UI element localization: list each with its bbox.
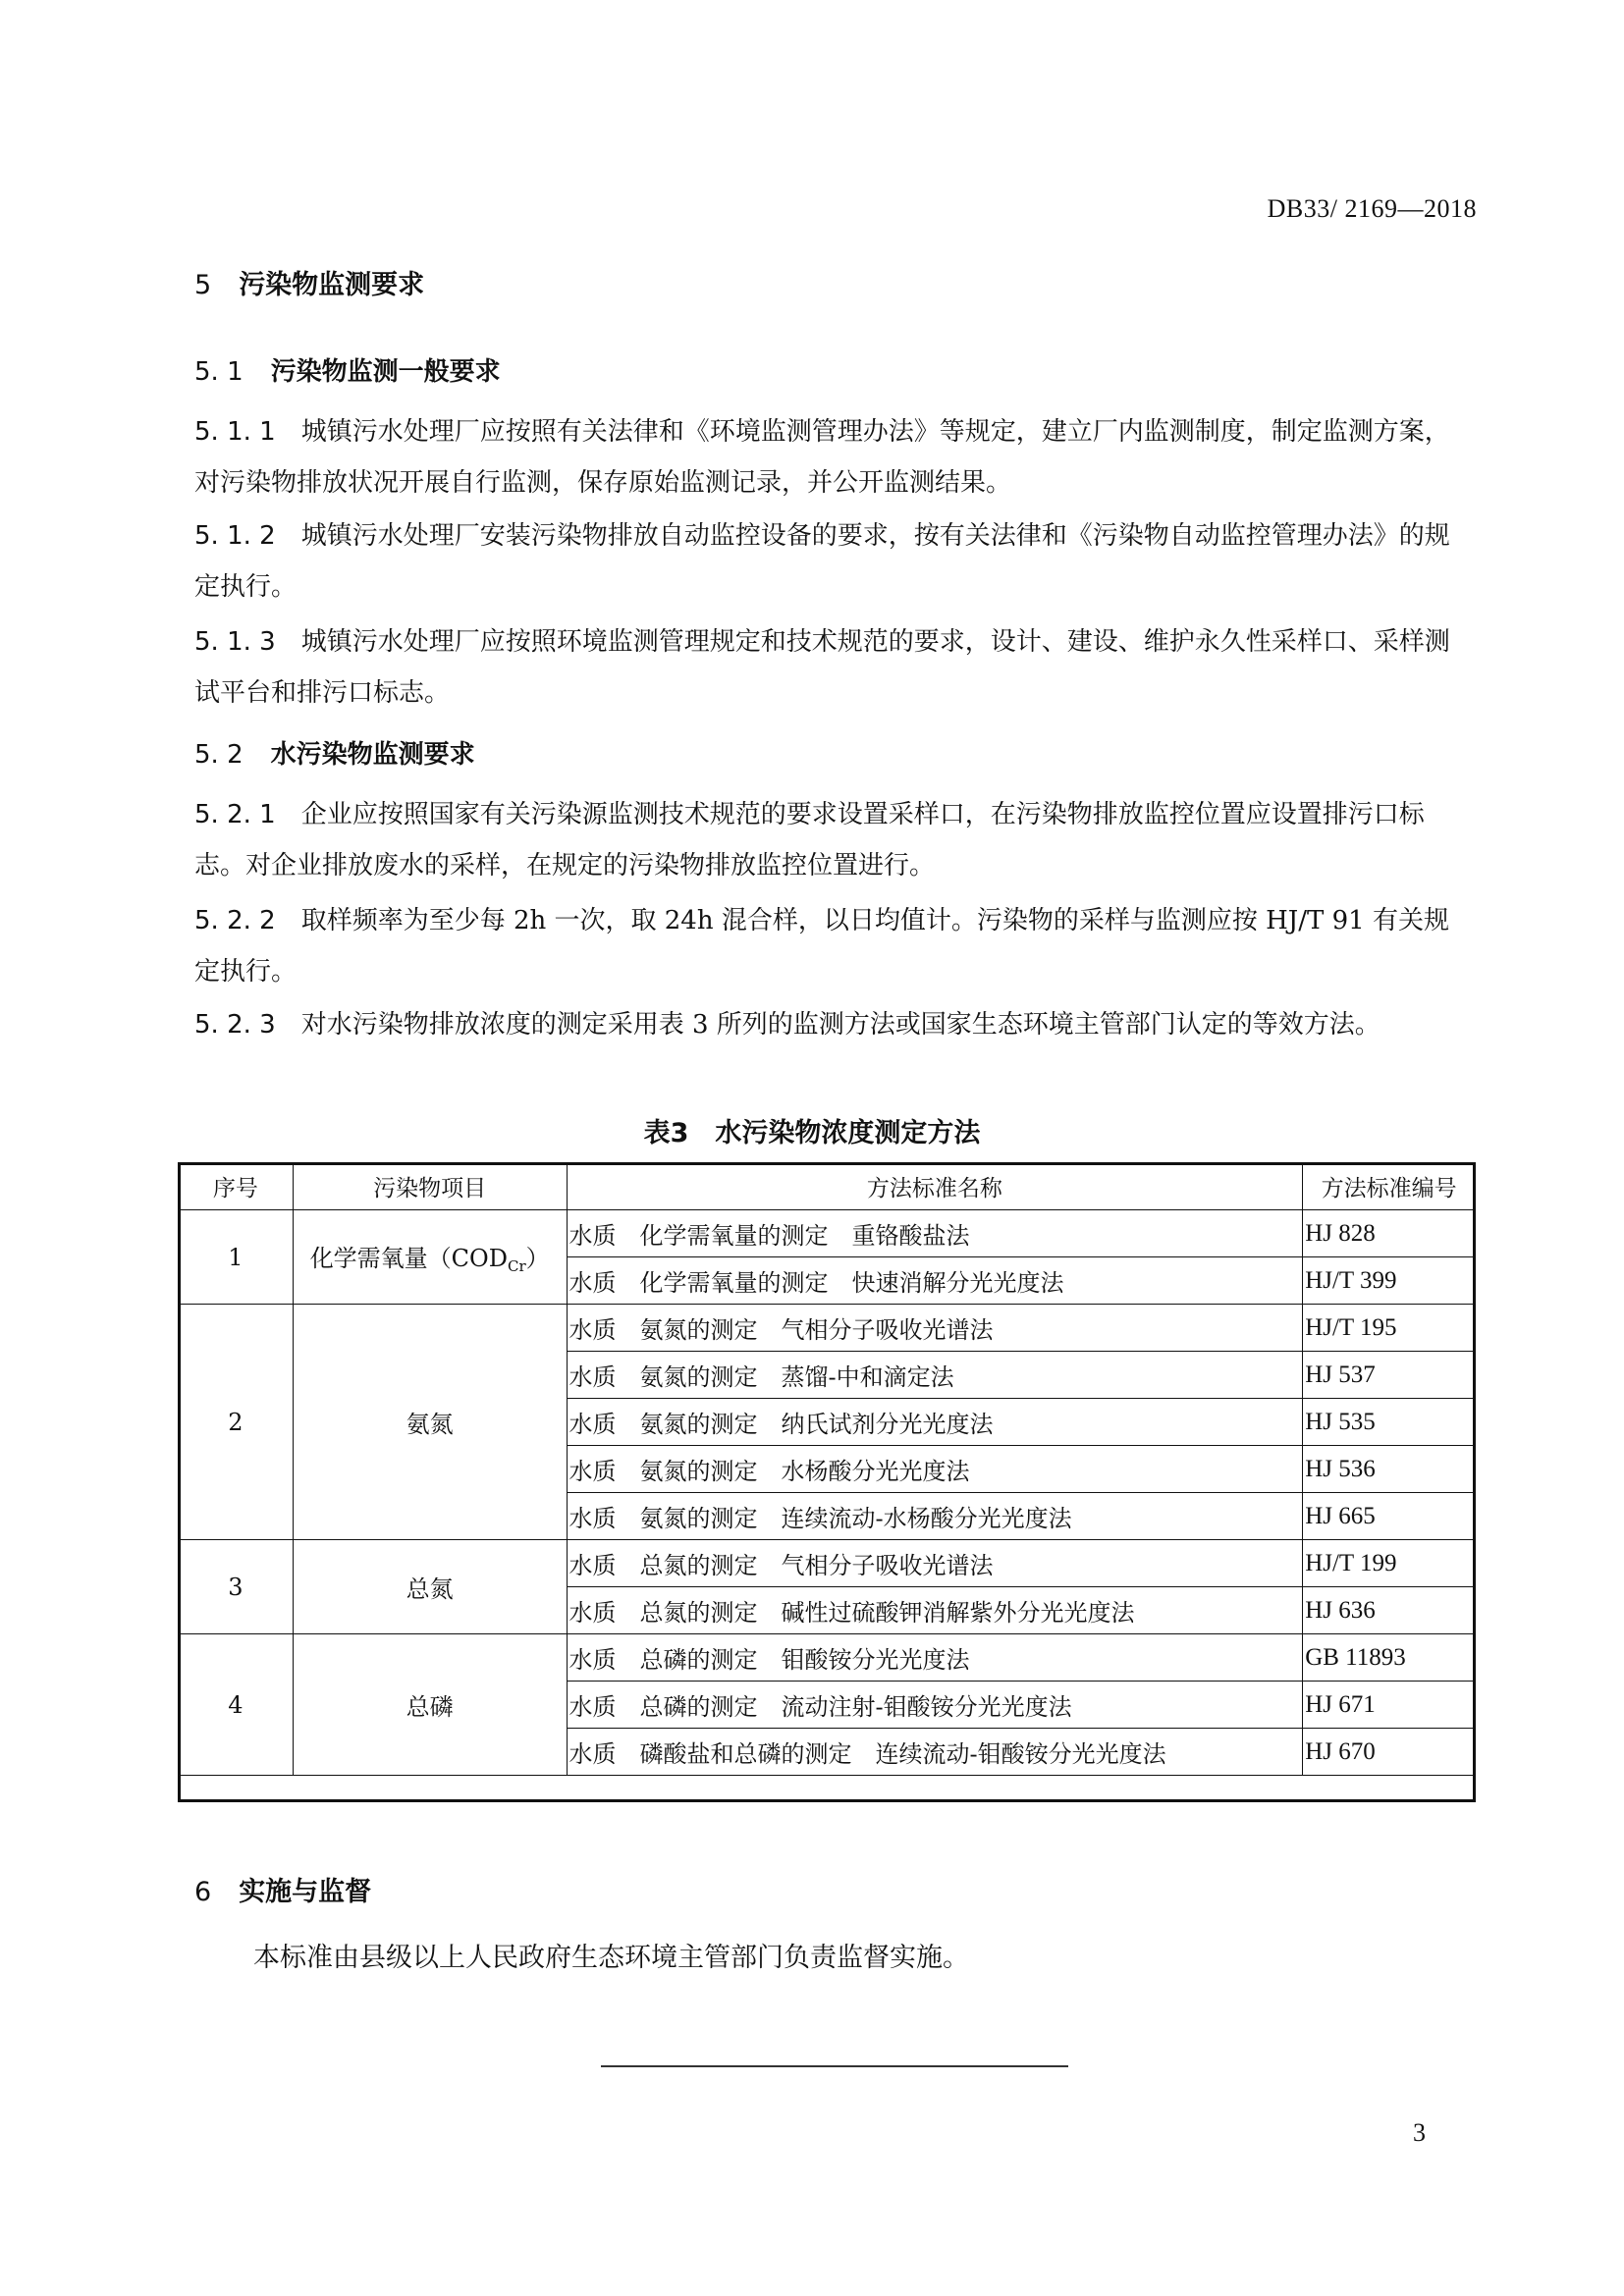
table-row xyxy=(179,1305,1476,1352)
section-6-text: 本标准由县级以上人民政府生态环境主管部门负责监督实施。 xyxy=(253,1943,969,1973)
cell-code: HJ 828 xyxy=(1303,1210,1476,1257)
cell-method: 水质 总氮的测定 气相分子吸收光谱法 xyxy=(567,1540,1303,1587)
header-code: 方法标准编号 xyxy=(1303,1163,1476,1210)
methods-table xyxy=(178,1162,1476,1776)
cell-code: HJ/T 199 xyxy=(1303,1540,1476,1587)
cell-item: 总氮 xyxy=(293,1540,567,1634)
clause-number: 5. 1. 3 xyxy=(194,627,276,657)
clause-5-2-1 xyxy=(194,789,1471,891)
section-title: 水污染物监测要求 xyxy=(270,740,475,770)
cell-method: 水质 化学需氧量的测定 快速消解分光光度法 xyxy=(567,1257,1303,1305)
section-title: 实施与监督 xyxy=(239,1877,372,1907)
header-method: 方法标准名称 xyxy=(567,1163,1303,1210)
clause-text: 城镇污水处理厂安装污染物排放自动监控设备的要求，按有关法律和《污染物自动监控管理办法》的规定执行。 xyxy=(194,521,1450,602)
clause-text: 城镇污水处理厂应按照环境监测管理规定和技术规范的要求，设计、建设、维护永久性采样口、采样测试平台和排污口标志。 xyxy=(194,627,1450,708)
clause-text: 城镇污水处理厂应按照有关法律和《环境监测管理办法》等规定，建立厂内监测制度，制定监测方案，对污染物排放状况开展自行监测，保存原始监测记录，并公开监测结果。 xyxy=(194,417,1450,498)
footer-rule xyxy=(601,2065,1068,2067)
cell-no: 4 xyxy=(179,1634,294,1776)
item-tail: ） xyxy=(525,1245,550,1272)
section-title: 污染物监测一般要求 xyxy=(270,357,501,387)
cell-code: HJ 535 xyxy=(1303,1399,1476,1446)
cell-no: 3 xyxy=(179,1540,294,1634)
section-number: 5. 1 xyxy=(194,357,244,387)
cell-code: HJ 671 xyxy=(1303,1682,1476,1729)
cell-code: HJ 665 xyxy=(1303,1493,1476,1540)
clause-text: 取样频率为至少每 2h 一次，取 24h 混合样，以日均值计。污染物的采样与监测应按 HJ/T 91 有关规定执行。 xyxy=(194,906,1449,987)
cell-method: 水质 磷酸盐和总磷的测定 连续流动-钼酸铵分光光度法 xyxy=(567,1729,1303,1776)
clause-5-1-1 xyxy=(194,406,1471,508)
section-5-1-heading xyxy=(194,351,501,388)
clause-5-1-3 xyxy=(194,616,1471,719)
cell-method: 水质 氨氮的测定 蒸馏-中和滴定法 xyxy=(567,1352,1303,1399)
cell-item: 氨氮 xyxy=(293,1305,567,1540)
cell-method: 水质 氨氮的测定 纳氏试剂分光光度法 xyxy=(567,1399,1303,1446)
clause-5-2-3 xyxy=(194,999,1471,1050)
table-header-row xyxy=(179,1163,1476,1210)
clause-number: 5. 2. 1 xyxy=(194,800,276,829)
clause-5-1-2 xyxy=(194,510,1471,613)
cell-method: 水质 氨氮的测定 气相分子吸收光谱法 xyxy=(567,1305,1303,1352)
header-no: 序号 xyxy=(179,1163,294,1210)
section-5-2-heading xyxy=(194,734,475,771)
cell-method: 水质 化学需氧量的测定 重铬酸盐法 xyxy=(567,1210,1303,1257)
cell-code: HJ 636 xyxy=(1303,1587,1476,1634)
header-item: 污染物项目 xyxy=(293,1163,567,1210)
clause-text: 企业应按照国家有关污染源监测技术规范的要求设置采样口，在污染物排放监控位置应设置排污口标志。对企业排放废水的采样，在规定的污染物排放监控位置进行。 xyxy=(194,800,1425,881)
section-title: 污染物监测要求 xyxy=(239,270,425,300)
cell-item: 总磷 xyxy=(293,1634,567,1776)
cell-code: HJ 537 xyxy=(1303,1352,1476,1399)
cell-code: HJ 536 xyxy=(1303,1446,1476,1493)
table-title: 表3 水污染物浓度测定方法 xyxy=(643,1118,981,1148)
clause-number: 5. 2. 3 xyxy=(194,1010,276,1040)
page-number: 3 xyxy=(1413,2118,1426,2147)
clause-text: 对水污染物排放浓度的测定采用表 3 所列的监测方法或国家生态环境主管部门认定的等效方法。 xyxy=(300,1010,1380,1040)
section-6-heading xyxy=(194,1870,371,1908)
cell-method: 水质 总磷的测定 钼酸铵分光光度法 xyxy=(567,1634,1303,1682)
document-code: DB33/ 2169—2018 xyxy=(1267,194,1477,223)
cell-code: GB 11893 xyxy=(1303,1634,1476,1682)
item-subscript: Cr xyxy=(507,1257,526,1275)
section-5-heading xyxy=(194,263,424,301)
cell-method: 水质 总氮的测定 碱性过硫酸钾消解紫外分光光度法 xyxy=(567,1587,1303,1634)
cell-code: HJ/T 195 xyxy=(1303,1305,1476,1352)
section-number: 6 xyxy=(194,1877,212,1907)
cell-item xyxy=(293,1210,567,1305)
cell-no: 1 xyxy=(179,1210,294,1305)
clause-5-2-2 xyxy=(194,895,1471,997)
table-row xyxy=(179,1540,1476,1587)
cell-method: 水质 总磷的测定 流动注射-钼酸铵分光光度法 xyxy=(567,1682,1303,1729)
section-number: 5 xyxy=(194,270,212,300)
clause-number: 5. 1. 1 xyxy=(194,417,276,447)
item-text: 化学需氧量（COD xyxy=(309,1245,508,1272)
cell-code: HJ 670 xyxy=(1303,1729,1476,1776)
clause-number: 5. 1. 2 xyxy=(194,521,276,551)
section-number: 5. 2 xyxy=(194,740,244,770)
cell-method: 水质 氨氮的测定 连续流动-水杨酸分光光度法 xyxy=(567,1493,1303,1540)
table-row xyxy=(179,1634,1476,1682)
cell-no: 2 xyxy=(179,1305,294,1540)
clause-number: 5. 2. 2 xyxy=(194,906,276,935)
cell-code: HJ/T 399 xyxy=(1303,1257,1476,1305)
table-row xyxy=(179,1210,1476,1257)
cell-method: 水质 氨氮的测定 水杨酸分光光度法 xyxy=(567,1446,1303,1493)
